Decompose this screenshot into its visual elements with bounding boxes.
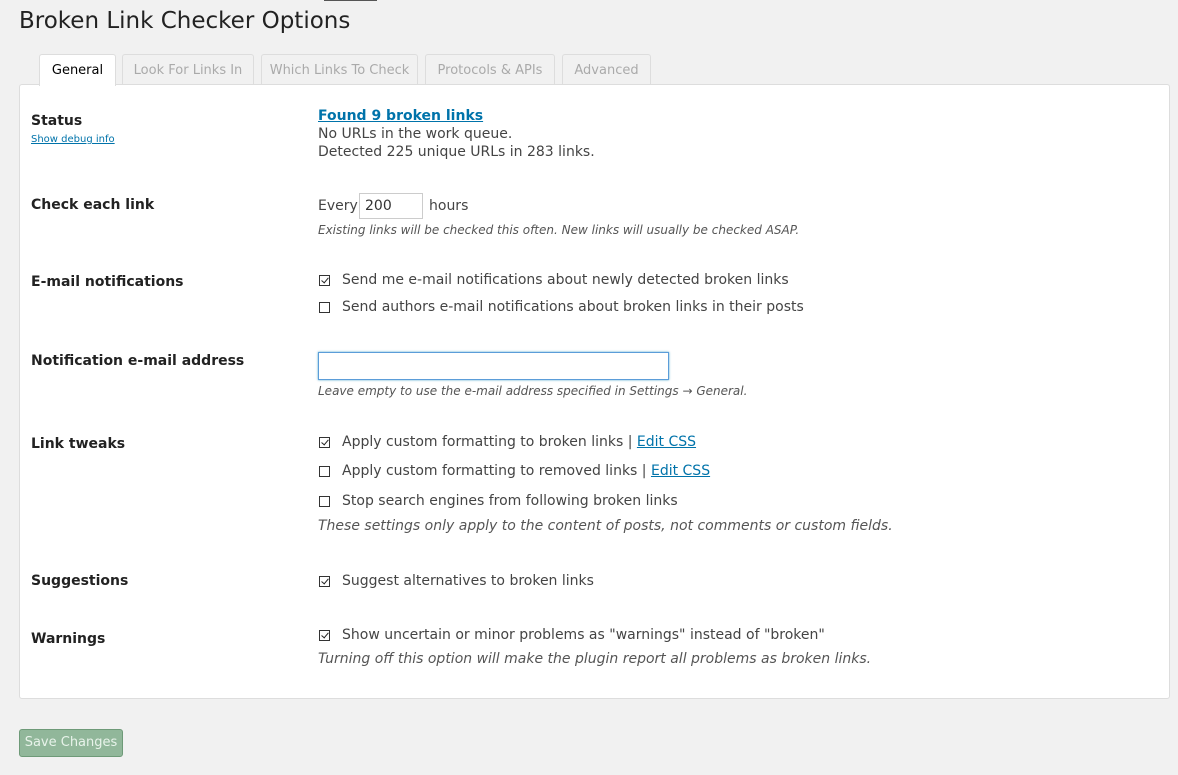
suggest-alternatives-checkbox[interactable] bbox=[319, 576, 330, 587]
warnings-label: Warnings bbox=[31, 631, 106, 647]
notification-email-description: Leave empty to use the e-mail address specified in Settings → General. bbox=[318, 384, 748, 398]
nofollow-broken-links-label: Stop search engines from following broken links bbox=[342, 493, 678, 509]
status-label: Status bbox=[31, 113, 83, 129]
link-tweaks-description: These settings only apply to the content of posts, not comments or custom fields. bbox=[318, 518, 893, 534]
warnings-description: Turning off this option will make the plugin report all problems as broken links. bbox=[318, 651, 872, 667]
save-changes-button[interactable]: Save Changes bbox=[19, 729, 123, 757]
every-label: Every bbox=[318, 198, 358, 214]
work-queue-status: No URLs in the work queue. bbox=[318, 126, 513, 142]
notify-authors-checkbox[interactable] bbox=[319, 302, 330, 313]
settings-panel bbox=[19, 84, 1170, 699]
hours-label: hours bbox=[429, 198, 469, 214]
tab-look-for-links-in[interactable]: Look For Links In bbox=[122, 54, 254, 84]
notification-email-input[interactable] bbox=[318, 352, 669, 380]
format-broken-links-label: Apply custom formatting to broken links | bbox=[342, 434, 633, 450]
format-removed-links-checkbox[interactable] bbox=[319, 466, 330, 477]
show-warnings-label: Show uncertain or minor problems as "warnings" instead of "broken" bbox=[342, 627, 825, 643]
check-interval-description: Existing links will be checked this often. New links will usually be checked ASAP. bbox=[318, 223, 800, 237]
nofollow-broken-links-checkbox[interactable] bbox=[319, 496, 330, 507]
notify-authors-label: Send authors e-mail notifications about broken links in their posts bbox=[342, 299, 804, 315]
notify-me-checkbox[interactable] bbox=[319, 275, 330, 286]
check-each-link-label: Check each link bbox=[31, 197, 155, 213]
tab-general[interactable]: General bbox=[39, 54, 116, 86]
format-removed-links-label: Apply custom formatting to removed links | bbox=[342, 463, 647, 479]
check-interval-input[interactable] bbox=[359, 193, 423, 219]
email-notifications-label: E-mail notifications bbox=[31, 274, 184, 290]
link-tweaks-label: Link tweaks bbox=[31, 436, 126, 452]
edit-css-broken-link[interactable]: Edit CSS bbox=[636, 434, 697, 450]
top-indicator-line bbox=[324, 0, 377, 1]
edit-css-removed-link[interactable]: Edit CSS bbox=[650, 463, 711, 479]
notification-email-label: Notification e-mail address bbox=[31, 353, 245, 369]
page-title: Broken Link Checker Options bbox=[19, 8, 351, 34]
show-warnings-checkbox[interactable] bbox=[319, 630, 330, 641]
tab-which-links-to-check[interactable]: Which Links To Check bbox=[261, 54, 418, 84]
tab-protocols-apis[interactable]: Protocols & APIs bbox=[425, 54, 555, 84]
detected-urls-status: Detected 225 unique URLs in 283 links. bbox=[318, 144, 595, 160]
suggest-alternatives-label: Suggest alternatives to broken links bbox=[342, 573, 594, 589]
show-debug-info-link[interactable]: Show debug info bbox=[31, 134, 115, 145]
notify-me-label: Send me e-mail notifications about newly detected broken links bbox=[342, 272, 789, 288]
found-broken-links-link[interactable]: Found 9 broken links bbox=[318, 108, 484, 124]
tab-advanced[interactable]: Advanced bbox=[562, 54, 651, 84]
suggestions-label: Suggestions bbox=[31, 573, 129, 589]
format-broken-links-checkbox[interactable] bbox=[319, 437, 330, 448]
